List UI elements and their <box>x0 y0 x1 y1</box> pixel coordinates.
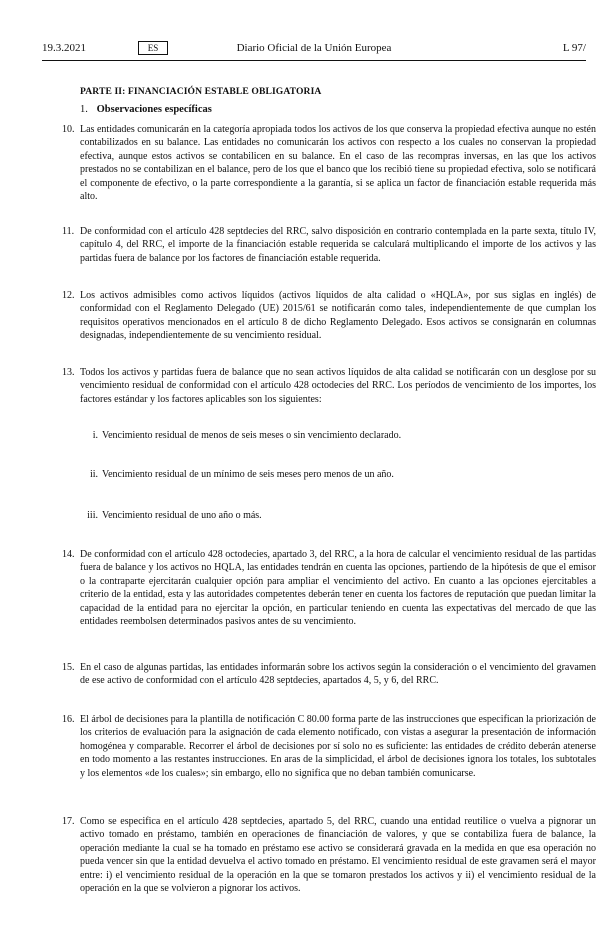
paragraph-number: 10. <box>62 124 75 135</box>
header-divider <box>42 60 586 61</box>
paragraph-number: 15. <box>62 662 75 673</box>
paragraph-number: 14. <box>62 549 75 560</box>
item-text: Vencimiento residual de menos de seis meses o sin vencimiento declarado. <box>102 430 402 441</box>
journal-title: Diario Oficial de la Unión Europea <box>236 42 392 54</box>
paragraph-16 <box>62 713 596 780</box>
paragraph-15 <box>62 661 596 688</box>
item-numeral: i. <box>92 430 98 441</box>
publication-date: 19.3.2021 <box>42 42 86 54</box>
paragraph-text: Como se especifica en el artículo 428 septdecies, apartado 5, del RRC, cuando una entidad reutilice o vuelva a pignorar un activo tomado en préstamo, también en operaciones de financiación de valores, y que se contabiliza fuera de balance, la operación mediante la cual se ha tomado en préstamo ese activo se considerará gravada en la medida en que esa operación no pueda vencer sin que la entidad devuelva el activo tomado en préstamo. El vencimiento residual de este gravamen será el mayor entre: i) el vencimiento residual de la operación en la que se tomaron prestados los activos y ii) el vencimiento residual de la operación en la que se volvieron a pignorar los activos. <box>80 816 596 895</box>
paragraph-14 <box>62 548 596 628</box>
page-number: L 97/ <box>562 42 586 54</box>
paragraph-text: De conformidad con el artículo 428 octodecies, apartado 3, del RRC, a la hora de calcular el vencimiento residual de las partidas fuera de balance y los activos no HQLA, las entidades tendrán en cuenta las opciones, partiendo de la hipótesis de que el emisor o la contraparte ejercitarán cualquier opción para ampliar el vencimiento del activo. En cuanto a las opciones ejercitables a criterio de la entidad, esta y las autoridades competentes deberán tener en cuenta los factores de reputación que puedan limitar la capacidad de la entidad para no ejercitar la opción, en particular teniendo en cuenta las expectativas del mercado de que las entidades reembolsen determinados pasivos antes de su vencimiento. <box>80 549 596 628</box>
paragraph-number: 17. <box>62 816 75 827</box>
paragraph-number: 12. <box>62 290 75 301</box>
paragraph-text: En el caso de algunas partidas, las entidades informarán sobre los activos según la consideración o el vencimiento del gravamen de ese activo de conformidad con el artículo 428 septdecies, apartados 4, 5, y 6, del RRC. <box>80 662 596 687</box>
maturity-item <box>80 429 596 442</box>
section-number: 1. <box>80 104 88 115</box>
paragraph-text: De conformidad con el artículo 428 septdecies del RRC, salvo disposición en contrario contemplada en la parte sexta, título IV, capítulo 4, del RRC, el importe de la financiación estable requerida se calculará multiplicando el importe de los activos y las partidas fuera de balance por los factores de financiación estable requerida. <box>80 226 596 264</box>
paragraph-13 <box>62 366 596 406</box>
paragraph-text: El árbol de decisiones para la plantilla de notificación C 80.00 forma parte de las instrucciones que especifican la priorización de los criterios de evaluación para la asignación de cada elemento notificado, con vistas a asegurar la presentación de información homogénea y comparable. Recorrer el árbol de decisiones por sí solo no es suficiente: las entidades de crédito deberán atenerse en todo momento a las restantes instrucciones. En aras de la simplicidad, el árbol de decisiones ignora los totales, los subtotales y los elementos «de los cuales»; sin embargo, ello no significa que no deban también comunicarse. <box>80 714 596 779</box>
section-title: Observaciones específicas <box>96 104 212 115</box>
item-numeral: ii. <box>89 469 98 480</box>
paragraph-text: Todos los activos y partidas fuera de balance que no sean activos líquidos de alta calidad se notificarán con un desglose por su vencimiento residual de conformidad con el artículo 428 octodecies del RRC. Los períodos de vencimiento de los importes, los factores estándar y los factores aplicables son los siguientes: <box>80 367 596 405</box>
paragraph-text: Las entidades comunicarán en la categoría apropiada todos los activos de los que conserva la propiedad efectiva aunque no estén contabilizados en su balance. Las entidades no comunicarán los activos con respecto a los cuales no conservan la propiedad efectiva, aunque estos activos se contabilicen en su balance. En el caso de las recompras inversas, en las que los activos prestados no se contabilizan en el balance, pero de los que el banco que los recibió tiene su propiedad efectiva, solo se notificará el componente de efectivo, o la parte correspondiente a la garantía, si se aplica un factor de financiación estable requerida más alto. <box>80 124 596 203</box>
language-badge: ES <box>138 41 168 55</box>
paragraph-text: Los activos admisibles como activos líquidos (activos líquidos de alta calidad o «HQLA», por sus siglas en inglés) de conformidad con el Reglamento Delegado (UE) 2015/61 se notificarán como tales, independientemente de que cumplan los requisitos operativos mencionados en el artículo 8 de dicho Reglamento Delegado. Esos activos se consignarán en columnas designadas, independientemente de su vencimiento residual. <box>80 290 596 342</box>
journal-header <box>42 39 586 57</box>
maturity-item <box>80 509 596 522</box>
item-numeral: iii. <box>87 510 98 521</box>
paragraph-number: 13. <box>62 367 75 378</box>
paragraph-number: 16. <box>62 714 75 725</box>
maturity-item <box>80 468 596 481</box>
section-heading <box>80 104 212 115</box>
paragraph-17 <box>62 815 596 895</box>
paragraph-number: 11. <box>62 226 75 237</box>
paragraph-10 <box>62 123 596 203</box>
part-title: PARTE II: FINANCIACIÓN ESTABLE OBLIGATORIA <box>80 86 322 97</box>
paragraph-12 <box>62 289 596 343</box>
item-text: Vencimiento residual de uno año o más. <box>102 510 262 521</box>
item-text: Vencimiento residual de un mínimo de seis meses pero menos de un año. <box>102 469 394 480</box>
paragraph-11 <box>62 225 596 265</box>
